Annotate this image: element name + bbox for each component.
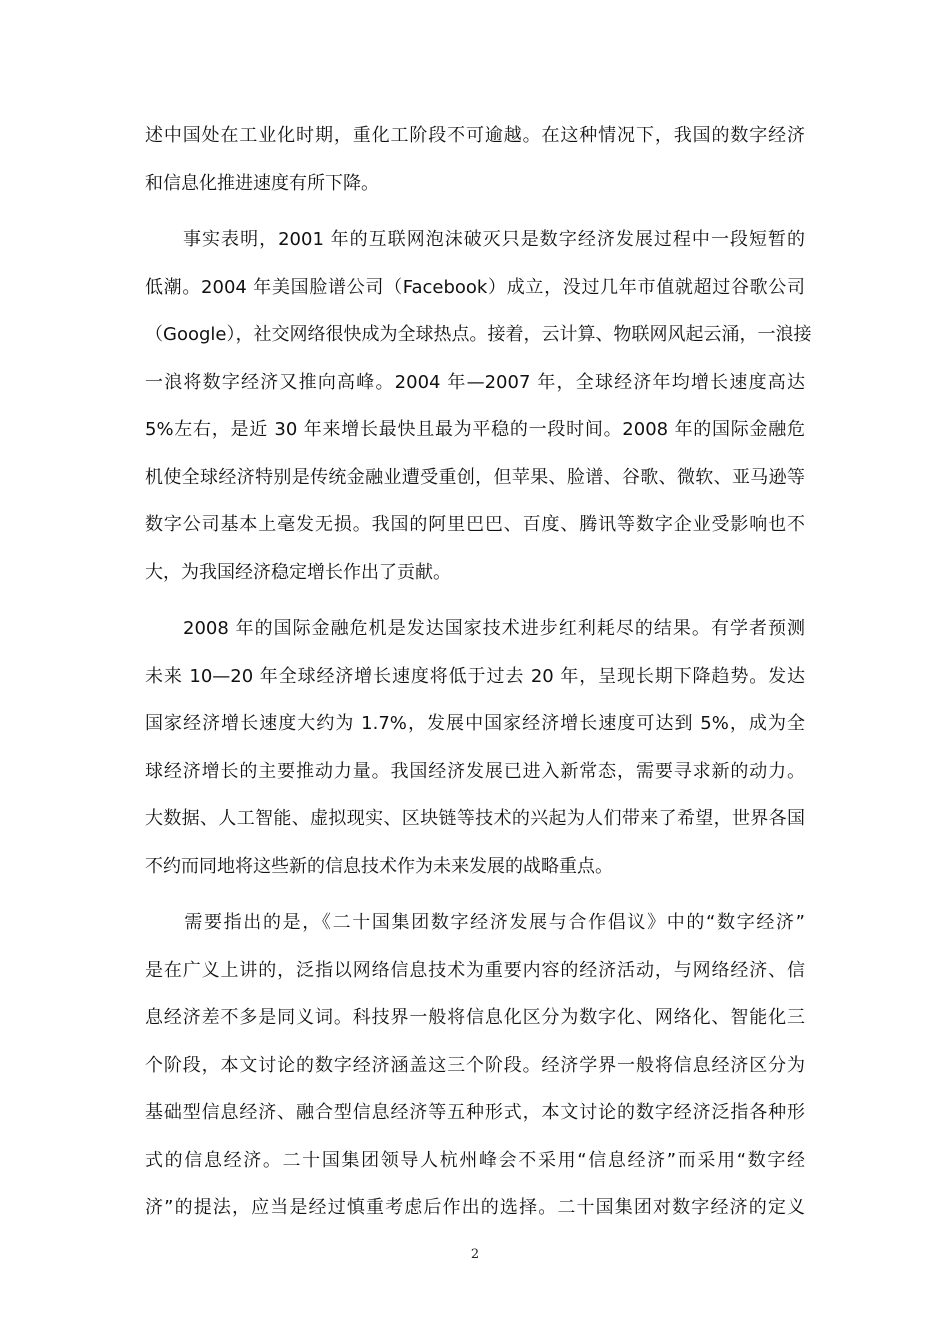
- text-line: 息经济差不多是同义词。科技界一般将信息化区分为数字化、网络化、智能化三: [145, 1007, 805, 1028]
- text-line: 个阶段，本文讨论的数字经济涵盖这三个阶段。经济学界一般将信息经济区分为: [145, 1054, 805, 1076]
- text-line: 2008 年的国际金融危机是发达国家技术进步红利耗尽的结果。有学者预测: [145, 618, 805, 639]
- page-number: 2: [470, 1247, 480, 1262]
- body-text: [145, 112, 812, 1232]
- text-line: 一浪将数字经济又推向高峰。2004 年—2007 年，全球经济年均增长速度高达: [145, 371, 805, 393]
- text-line: 式的信息经济。二十国集团领导人杭州峰会不采用“信息经济”而采用“数字经: [145, 1149, 805, 1171]
- paragraph-1: [145, 112, 805, 207]
- text-line: 球经济增长的主要推动力量。我国经济发展已进入新常态，需要寻求新的动力。: [145, 760, 805, 782]
- text-line: 济”的提法，应当是经过慎重考虑后作出的选择。二十国集团对数字经济的定义: [145, 1197, 805, 1218]
- paragraph-4: [145, 899, 805, 1232]
- text-line: 事实表明，2001 年的互联网泡沫破灭只是数字经济发展过程中一段短暂的: [145, 229, 805, 250]
- text-line: 大数据、人工智能、虚拟现实、区块链等技术的兴起为人们带来了希望，世界各国: [145, 808, 805, 829]
- text-line: 机使全球经济特别是传统金融业遭受重创，但苹果、脸谱、谷歌、微软、亚马逊等: [145, 466, 805, 488]
- paragraph-3: [145, 605, 805, 890]
- text-line: 述中国处在工业化时期，重化工阶段不可逾越。在这种情况下，我国的数字经济: [145, 125, 805, 146]
- text-line: （Google），社交网络很快成为全球热点。接着，云计算、物联网风起云涌，一浪接: [145, 324, 812, 345]
- text-line: 不约而同地将这些新的信息技术作为未来发展的战略重点。: [145, 855, 613, 877]
- paragraph-2: [145, 216, 812, 596]
- text-line: 和信息化推进速度有所下降。: [145, 172, 379, 194]
- text-line: 5%左右，是近 30 年来增长最快且最为平稳的一段时间。2008 年的国际金融危: [145, 419, 805, 440]
- text-line: 需要指出的是，《二十国集团数字经济发展与合作倡议》中的“数字经济”: [145, 912, 805, 933]
- text-line: 国家经济增长速度大约为 1.7%，发展中国家经济增长速度可达到 5%，成为全: [145, 713, 805, 734]
- text-line: 大，为我国经济稳定增长作出了贡献。: [145, 561, 451, 583]
- text-line: 数字公司基本上毫发无损。我国的阿里巴巴、百度、腾讯等数字企业受影响也不: [145, 514, 805, 535]
- text-line: 未来 10—20 年全球经济增长速度将低于过去 20 年，呈现长期下降趋势。发达: [145, 665, 805, 687]
- text-line: 基础型信息经济、融合型信息经济等五种形式，本文讨论的数字经济泛指各种形: [145, 1102, 805, 1123]
- text-line: 是在广义上讲的，泛指以网络信息技术为重要内容的经济活动，与网络经济、信: [145, 959, 805, 981]
- text-line: 低潮。2004 年美国脸谱公司（Facebook）成立，没过几年市值就超过谷歌公司: [145, 276, 805, 298]
